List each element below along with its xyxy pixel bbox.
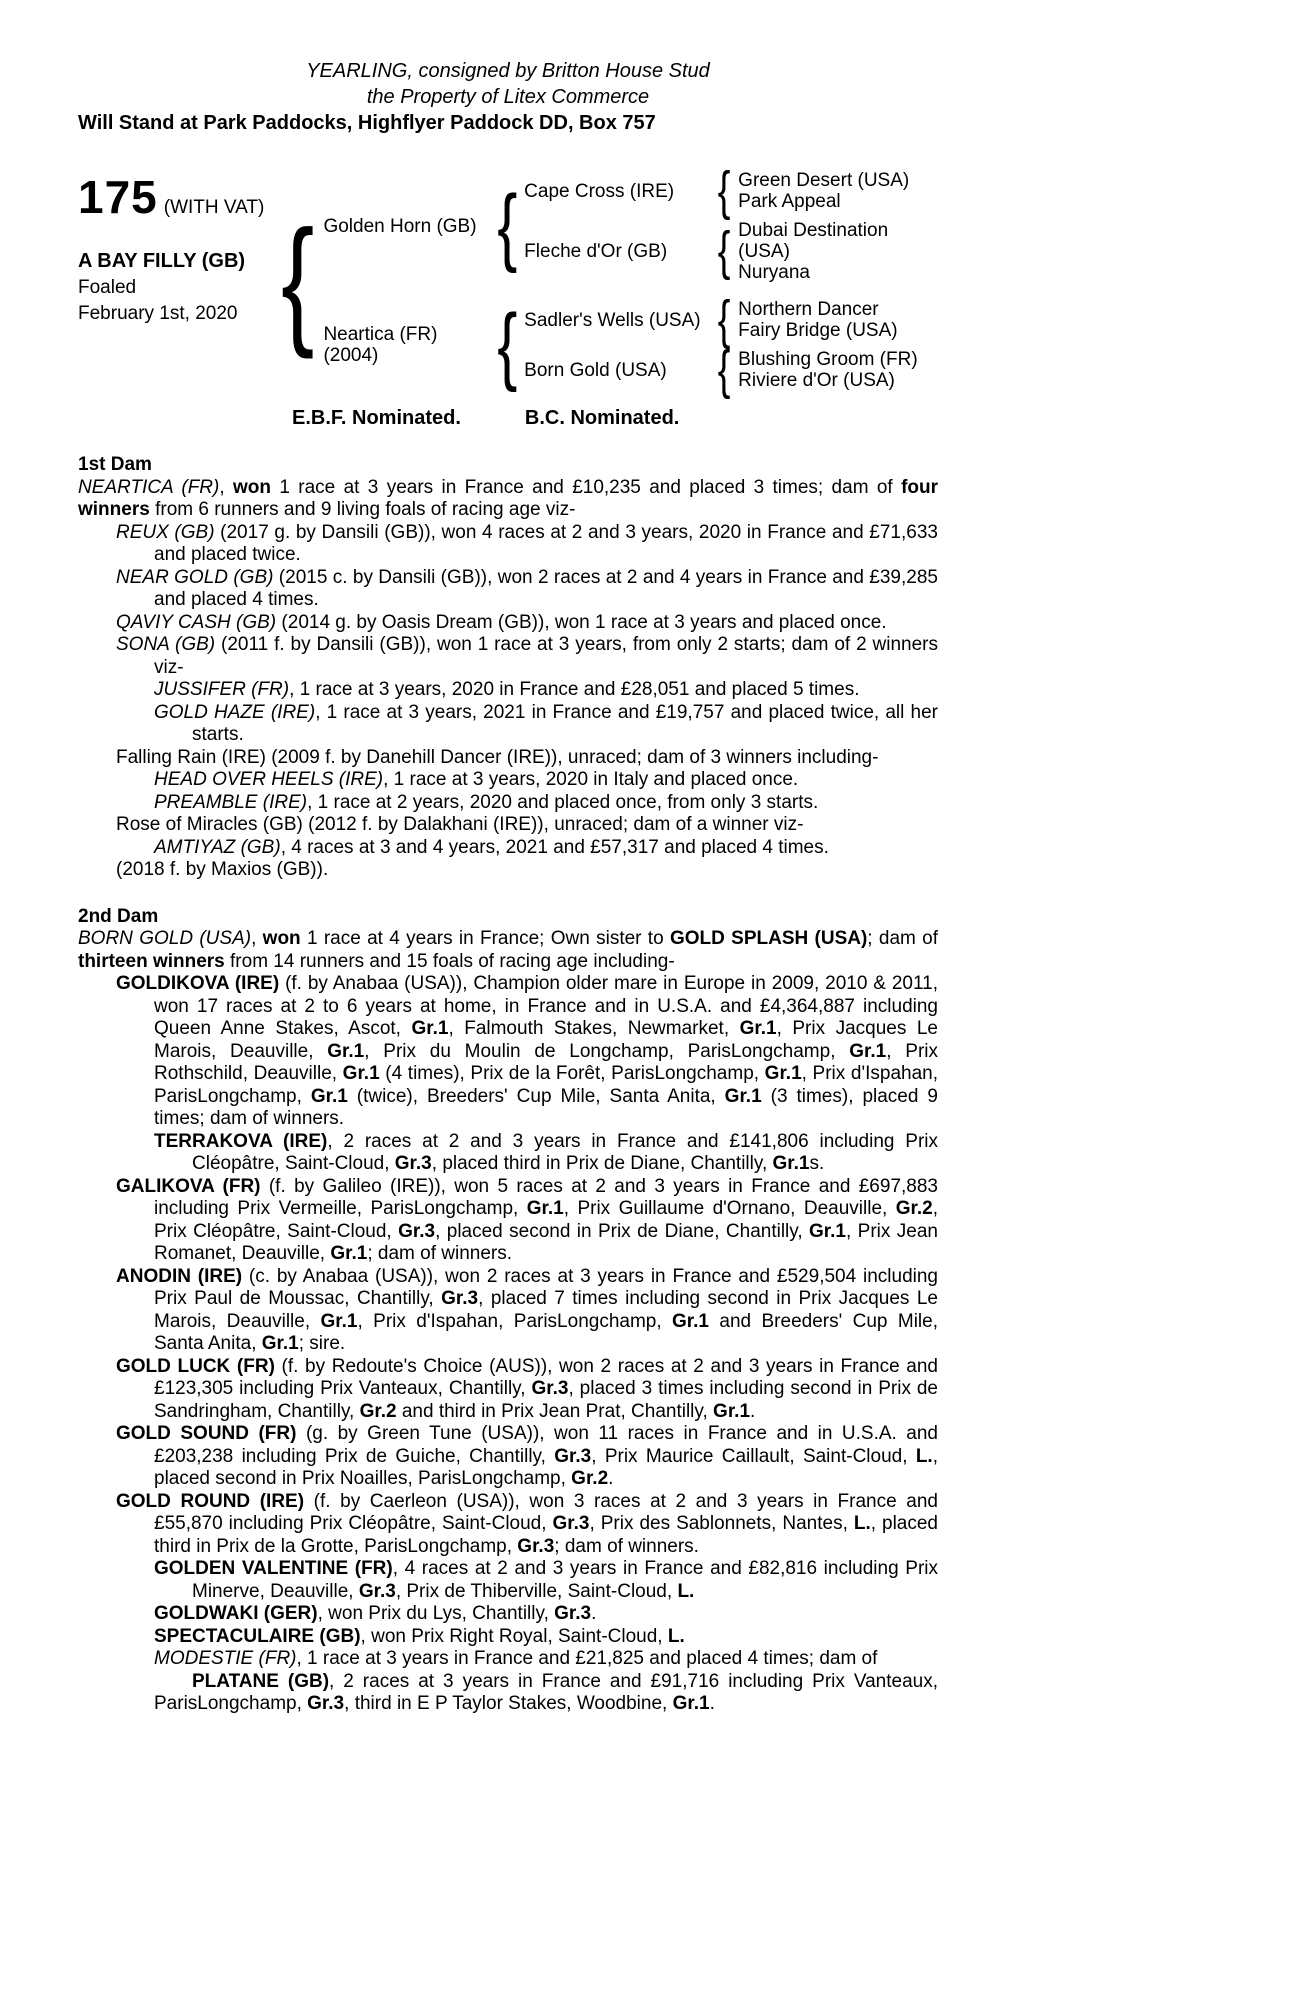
catalog-paragraph [78, 792, 938, 815]
dam-sire-sire-name: Northern Dancer [738, 299, 879, 320]
catalog-paragraph [78, 1423, 938, 1491]
text-run: Gr.2 [359, 1400, 397, 1422]
pedigree-brace-dam-sire: { [717, 289, 731, 350]
lot-vat-note: (WITH VAT) [163, 197, 265, 218]
catalog-paragraph [78, 567, 938, 612]
text-run: JUSSIFER (FR) [154, 679, 290, 700]
dam-dam-name: Born Gold (USA) [524, 359, 667, 381]
text-run: . [608, 1468, 614, 1489]
text-run: , 1 race at 3 years, 2021 in France and £19,757 and placed twice, all her starts. [192, 701, 938, 745]
catalog-paragraph [78, 837, 938, 860]
catalog-paragraph [78, 679, 938, 702]
catalog-paragraph [78, 1558, 938, 1603]
text-run: , Prix Jean Romanet, Deauville, [154, 1220, 938, 1264]
sire-name: Golden Horn (GB) [323, 216, 477, 237]
horse-name: A BAY FILLY (GB) [78, 250, 246, 272]
text-run: four winners [78, 476, 939, 520]
catalog-paragraph [78, 1131, 938, 1176]
section-heading: 1st Dam [78, 454, 152, 475]
catalog-paragraph [78, 1491, 938, 1559]
text-run: , Falmouth Stakes, Newmarket, [448, 1018, 740, 1039]
pedigree-brace-sire-dam: { [717, 221, 731, 281]
text-run: won [233, 476, 271, 498]
text-run: (f. by Caerleon (USA)), won 3 races at 2 and 3 years in France and £55,870 including Prix Cléopâtre, Saint-Cloud, [154, 1490, 938, 1534]
foaled-label: Foaled [78, 277, 137, 298]
catalog-paragraph [78, 928, 938, 973]
text-run: , 4 races at 2 and 3 years in France and £82,816 including Prix Minerve, Deauville, [192, 1558, 938, 1602]
text-run: , placed second in Prix de Diane, Chantilly, [435, 1220, 810, 1242]
text-run: , Prix d'Ispahan, ParisLongchamp, [357, 1310, 673, 1332]
pedigree-brace-dam-dam: { [717, 339, 731, 400]
catalog-paragraph [78, 1648, 938, 1671]
text-run: Gr.1 [713, 1400, 751, 1422]
text-run: Gr.3 [307, 1693, 345, 1714]
text-run: , Prix Cléopâtre, Saint-Cloud, [154, 1198, 938, 1242]
catalog-paragraph [78, 769, 938, 792]
text-run: 1 race at 3 years in France and £10,235 and placed 3 times; dam of [271, 476, 902, 498]
text-run: , 1 race at 3 years in France and £21,825 and placed 4 times; dam of [296, 1648, 878, 1669]
text-run: Gr.1 [411, 1018, 449, 1039]
text-run: , 1 race at 2 years, 2020 and placed once, from only 3 starts. [307, 791, 819, 813]
text-run: Gr.3 [517, 1535, 555, 1557]
stabling-line: Will Stand at Park Paddocks, Highflyer Paddock DD, Box 757 [78, 112, 656, 134]
text-run: (f. by Redoute's Choice (AUS)), won 2 races at 2 and 3 years in France and £123,305 including Prix Vanteaux, Chantilly, [154, 1355, 938, 1399]
text-run: , Prix Guillaume d'Ornano, Deauville, [563, 1198, 896, 1219]
text-run: SPECTACULAIRE (GB) [154, 1625, 361, 1647]
text-run: Gr.3 [394, 1153, 432, 1174]
sire-sire-name: Cape Cross (IRE) [524, 180, 675, 202]
text-run: (twice), Breeders' Cup Mile, Santa Anita, [347, 1085, 725, 1107]
text-run: , Prix de Thiberville, Saint-Cloud, [395, 1580, 678, 1602]
text-run: , 2 races at 2 and 3 years in France and £141,806 including Prix Cléopâtre, Saint-Cloud, [192, 1130, 939, 1174]
text-run: (2017 g. by Dansili (GB)), won 4 races at 2 and 3 years, 2020 in France and £71,633 and placed twice. [154, 521, 938, 565]
dam-sire-name: Sadler's Wells (USA) [524, 309, 701, 331]
catalog-paragraph [78, 1176, 938, 1266]
catalog-paragraph [78, 1626, 938, 1649]
text-run: , Prix des Sablonnets, Nantes, [589, 1513, 854, 1534]
catalog-paragraph [78, 973, 938, 1131]
sire-half [321, 160, 938, 283]
pedigree-tree [274, 160, 938, 400]
text-run: AMTIYAZ (GB) [154, 836, 281, 858]
text-run: Rose of Miracles (GB) (2012 f. by Dalakhani (IRE)), unraced; dam of a winner viz- [116, 814, 804, 835]
bc-nomination: B.C. Nominated. [524, 407, 680, 429]
catalog-paragraph [78, 522, 938, 567]
sire-dam-sire-name: Dubai Destination (USA) [738, 220, 889, 262]
text-run: Falling Rain (IRE) (2009 f. by Danehill Dancer (IRE)), unraced; dam of 3 winners including- [116, 746, 879, 768]
text-run: ANODIN (IRE) [116, 1265, 243, 1287]
text-run: , 4 races at 3 and 4 years, 2021 and £57,317 and placed 4 times. [280, 836, 829, 858]
text-run: L. [667, 1625, 685, 1647]
text-run: HEAD OVER HEELS (IRE) [154, 769, 384, 790]
text-run: , Prix Jacques Le Marois, Deauville, [154, 1018, 938, 1062]
dam-dam-dam-name: Riviere d'Or (USA) [738, 370, 895, 391]
text-run: won [262, 928, 301, 949]
text-run: Gr.1 [342, 1063, 380, 1084]
sire-sire-sire-name: Green Desert (USA) [738, 170, 910, 191]
text-run: Gr.1 [672, 1310, 710, 1332]
text-run: GOLD SPLASH (USA) [669, 928, 868, 949]
text-run: , Prix du Moulin de Longchamp, ParisLongchamp, [364, 1040, 850, 1062]
text-run: Gr.3 [358, 1580, 396, 1602]
text-run: QAVIY CASH (GB) [116, 611, 277, 633]
text-run: s. [809, 1153, 825, 1174]
pedigree-details [78, 454, 938, 1716]
text-run: , [251, 928, 263, 949]
text-run: , placed third in Prix de Diane, Chantilly, [431, 1153, 773, 1174]
text-run: from 14 runners and 15 foals of racing age including- [224, 950, 675, 972]
text-run: , Prix d'Ispahan, ParisLongchamp, [154, 1063, 938, 1107]
text-run: Gr.1 [330, 1243, 368, 1264]
text-run: Gr.1 [764, 1063, 802, 1084]
text-run: SONA (GB) [116, 634, 216, 655]
text-run: PREAMBLE (IRE) [154, 791, 308, 813]
text-run: (3 times), placed 9 times; dam of winners. [154, 1085, 938, 1129]
dam-name: Neartica (FR) [323, 324, 438, 345]
text-run: (2014 g. by Oasis Dream (GB)), won 1 race at 3 years and placed once. [276, 611, 887, 633]
text-run: , won Prix Right Royal, Saint-Cloud, [360, 1625, 668, 1647]
text-run: GALIKOVA (FR) [116, 1175, 261, 1197]
text-run: Gr.1 [739, 1018, 777, 1039]
text-run: GOLDIKOVA (IRE) [116, 973, 280, 994]
text-run: L. [915, 1445, 933, 1467]
dam-dam-sire-name: Blushing Groom (FR) [738, 349, 918, 370]
text-run: Gr.1 [327, 1040, 365, 1062]
text-run: Gr.1 [310, 1085, 348, 1107]
text-run: (2018 f. by Maxios (GB)). [116, 859, 329, 880]
catalog-paragraph [78, 859, 938, 882]
text-run: Gr.3 [531, 1378, 569, 1399]
text-run: GOLD SOUND (FR) [116, 1423, 297, 1444]
pedigree-brace-sire-sire: { [717, 160, 731, 221]
text-run: , placed second in Prix Noailles, ParisLongchamp, [154, 1445, 938, 1489]
dam-year: (2004) [323, 345, 379, 366]
sire-dam-dam-name: Nuryana [738, 262, 810, 283]
text-run: . [709, 1693, 715, 1714]
text-run: Gr.1 [672, 1693, 710, 1714]
text-run: Gr.3 [441, 1288, 479, 1309]
text-run: and Breeders' Cup Mile, Santa Anita, [154, 1310, 938, 1354]
text-run: BORN GOLD (USA) [78, 928, 252, 949]
text-run: GOLDEN VALENTINE (FR) [154, 1558, 393, 1579]
lot-block [78, 160, 938, 400]
text-run: 1 race at 4 years in France; Own sister to [300, 928, 670, 949]
dam-dam-branch [522, 339, 918, 400]
text-run: TERRAKOVA (IRE) [154, 1130, 328, 1152]
pedigree-halves [321, 160, 938, 400]
text-run: , third in E P Taylor Stakes, Woodbine, [344, 1693, 673, 1714]
text-run: Gr.1 [809, 1220, 847, 1242]
text-run: , Prix Rothschild, Deauville, [154, 1040, 938, 1084]
catalog-paragraph [78, 477, 938, 522]
text-run: (g. by Green Tune (USA)), won 11 races in France and in U.S.A. and £203,238 including Prix de Guiche, Chantilly, [154, 1423, 938, 1467]
text-run: ; dam of winners. [554, 1535, 699, 1557]
catalog-paragraph [78, 747, 938, 770]
text-run: Gr.1 [772, 1153, 810, 1174]
text-run: NEAR GOLD (GB) [116, 566, 274, 588]
text-run: and third in Prix Jean Prat, Chantilly, [396, 1400, 714, 1422]
dam-sire-branch [522, 289, 918, 350]
text-run: GOLDWAKI (GER) [154, 1603, 318, 1624]
text-run: Gr.1 [320, 1310, 358, 1332]
text-run: (4 times), Prix de la Forêt, ParisLongchamp, [379, 1063, 765, 1084]
text-run: . [750, 1400, 756, 1422]
text-run: L. [853, 1513, 871, 1534]
text-run: Gr.1 [849, 1040, 887, 1062]
dam-half [321, 289, 938, 400]
text-run: from 6 runners and 9 living foals of racing age viz- [149, 499, 576, 520]
pedigree-brace-dam: { [497, 296, 518, 393]
text-run: REUX (GB) [116, 521, 215, 543]
text-run: (f. by Anabaa (USA)), Champion older mare in Europe in 2009, 2010 & 2011, won 17 races at 2 to 6 years at home, in France and in U.S.A. and £4,364,887 including Queen Anne Stakes, Ascot, [154, 973, 938, 1039]
text-run: . [591, 1603, 597, 1624]
catalog-paragraph [78, 1266, 938, 1356]
text-run: ; dam of winners. [367, 1243, 513, 1264]
lot-number-row [78, 170, 274, 224]
text-run: (2011 f. by Dansili (GB)), won 1 race at 3 years, from only 2 starts; dam of 2 winners viz- [154, 634, 938, 678]
text-run: , 1 race at 3 years, 2020 in France and £28,051 and placed 5 times. [289, 679, 860, 700]
text-run: , placed 3 times including second in Prix de Sandringham, Chantilly, [154, 1378, 938, 1422]
text-run: (2015 c. by Dansili (GB)), won 2 races at 2 and 4 years in France and £39,285 and placed 4 times. [154, 566, 938, 610]
text-run: ; dam of [867, 928, 938, 949]
text-run: PLATANE (GB) [192, 1670, 330, 1692]
text-run: , won Prix du Lys, Chantilly, [317, 1603, 555, 1624]
text-run: (f. by Galileo (IRE)), won 5 races at 2 and 3 years in France and £697,883 including Prix Vermeille, ParisLongchamp, [154, 1175, 938, 1219]
text-run: Gr.1 [261, 1333, 299, 1354]
catalog-paragraph [78, 1603, 938, 1626]
text-run: GOLD ROUND (IRE) [116, 1490, 305, 1512]
pedigree-brace-sire: { [497, 178, 518, 274]
text-run: , placed 7 times including second in Prix Jacques Le Marois, Deauville, [154, 1288, 938, 1332]
text-run: Gr.2 [571, 1468, 609, 1489]
text-run: Gr.3 [554, 1445, 592, 1467]
dam-name-block [321, 324, 493, 366]
lot-info [78, 170, 274, 325]
catalog-paragraph [78, 612, 938, 635]
text-run: GOLD HAZE (IRE) [154, 701, 316, 723]
sire-sire-branch [522, 160, 938, 221]
lot-number: 175 [78, 171, 158, 223]
foaled-date: February 1st, 2020 [78, 303, 238, 324]
sire-dam-branch [522, 220, 938, 283]
sire-dam-name: Fleche d'Or (GB) [524, 241, 668, 262]
catalog-paragraph [78, 814, 938, 837]
text-run: Gr.3 [552, 1513, 590, 1534]
text-run: ; sire. [298, 1333, 346, 1354]
text-run: thirteen winners [78, 950, 225, 972]
text-run: , placed third in Prix de la Grotte, ParisLongchamp, [154, 1513, 938, 1557]
text-run: , [219, 476, 233, 498]
text-run: Gr.1 [724, 1085, 762, 1107]
text-run: , Prix Maurice Caillault, Saint-Cloud, [591, 1445, 916, 1467]
text-run: Gr.3 [554, 1603, 592, 1624]
catalog-paragraph [78, 1671, 938, 1716]
text-run: , 1 race at 3 years, 2020 in Italy and placed once. [383, 769, 799, 790]
text-run: GOLD LUCK (FR) [116, 1355, 275, 1377]
text-run: Gr.3 [398, 1220, 436, 1242]
text-run: , 2 races at 3 years in France and £91,716 including Prix Vanteaux, ParisLongchamp, [154, 1670, 938, 1714]
property-line: the Property of Litex Commerce [366, 86, 650, 108]
text-run: NEARTICA (FR) [78, 476, 220, 498]
text-run: Gr.2 [895, 1198, 933, 1219]
text-run: L. [677, 1580, 695, 1602]
ebf-nomination: E.B.F. Nominated. [292, 407, 461, 429]
pedigree-brace-main: { [281, 201, 315, 360]
section-heading: 2nd Dam [78, 905, 159, 927]
sire-sire-dam-name: Park Appeal [738, 191, 841, 212]
nominations-row [292, 407, 938, 430]
catalog-paragraph [78, 1356, 938, 1424]
text-run: Gr.1 [526, 1198, 564, 1219]
text-run: (c. by Anabaa (USA)), won 2 races at 3 years in France and £529,504 including Prix Paul de Moussac, Chantilly, [154, 1265, 938, 1309]
consignor-line: YEARLING, consigned by Britton House Stud [306, 60, 710, 82]
catalog-paragraph [78, 702, 938, 747]
dam-sire-dam-name: Fairy Bridge (USA) [738, 320, 898, 341]
text-run: MODESTIE (FR) [154, 1648, 297, 1669]
catalog-paragraph [78, 634, 938, 679]
